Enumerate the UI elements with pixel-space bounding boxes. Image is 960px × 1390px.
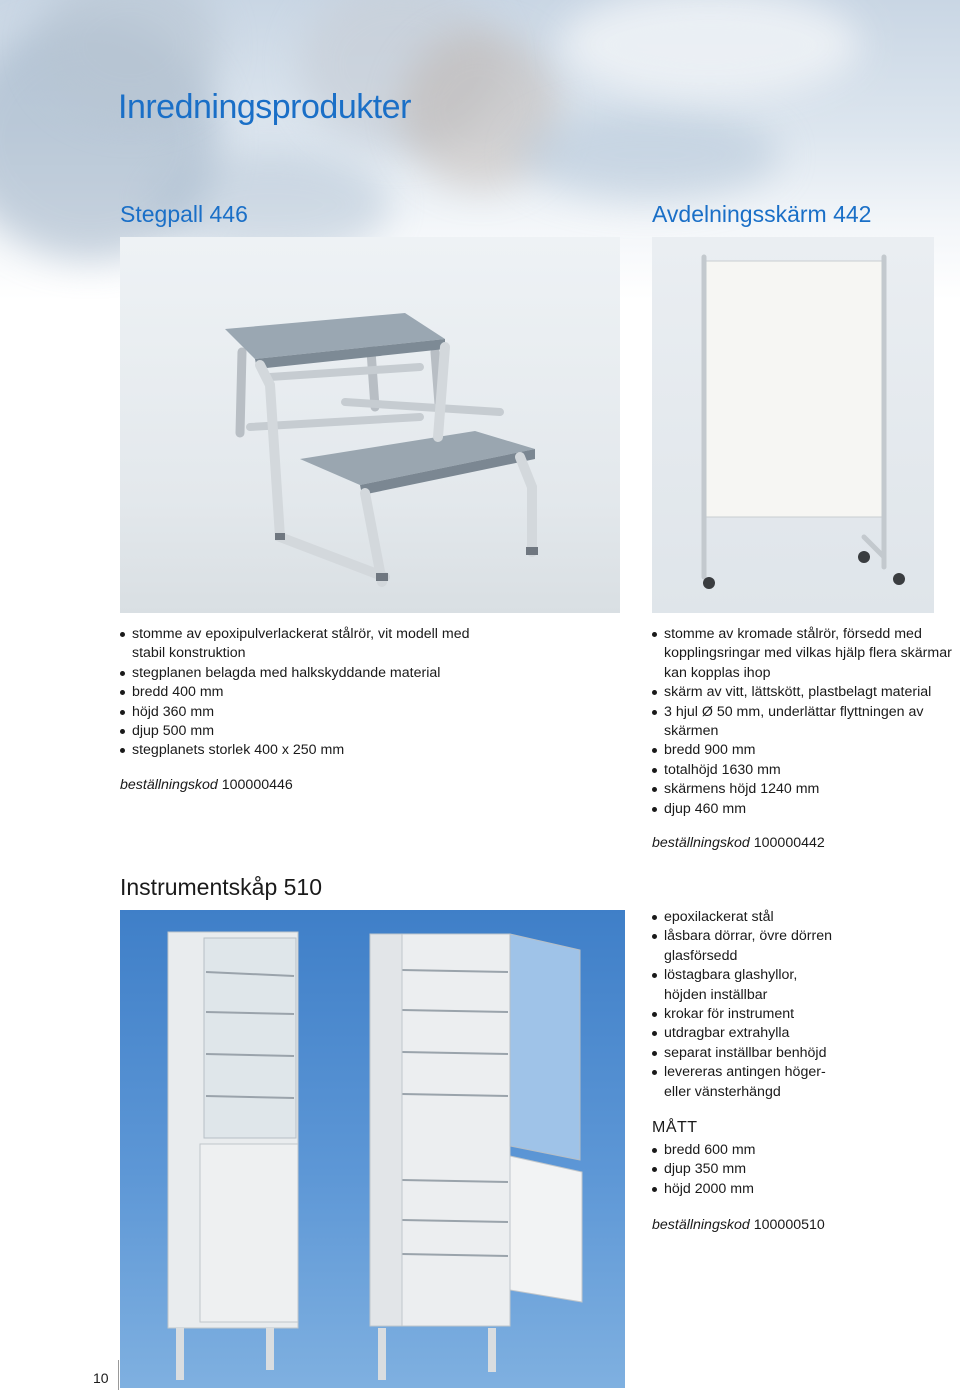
- stegpall-order-code: [120, 777, 293, 793]
- list-item: djup 500 mm: [120, 722, 480, 741]
- list-item: stomme av kromade stålrör, försedd med kopplingsringar med vilkas hjälp flera skärmar kan kopplas ihop: [652, 625, 960, 683]
- list-item: höjd 2000 mm: [652, 1180, 952, 1199]
- stegpall-heading: Stegpall 446: [120, 201, 248, 227]
- list-item: levereras antingen höger- eller vänsterhängd: [652, 1063, 836, 1102]
- list-item: separat inställbar benhöjd: [652, 1044, 952, 1063]
- skarm-feature-list: [652, 625, 960, 819]
- list-item: låsbara dörrar, övre dörren glasförsedd: [652, 927, 836, 966]
- stegpall-image: [120, 237, 620, 613]
- list-item: bredd 400 mm: [120, 683, 480, 702]
- skap-image: [120, 910, 625, 1388]
- list-item: skärmens höjd 1240 mm: [652, 780, 960, 799]
- list-item: epoxilackerat stål: [652, 908, 952, 927]
- list-item: stegplanen belagda med halkskyddande material: [120, 664, 480, 683]
- order-number: 100000510: [753, 1217, 825, 1233]
- order-number: 100000442: [753, 835, 825, 851]
- order-number: 100000446: [221, 777, 293, 793]
- list-item: utdragbar extrahylla: [652, 1024, 952, 1043]
- skap-heading: Instrumentskåp 510: [120, 874, 323, 900]
- skap-feature-list: [652, 908, 952, 1102]
- page-number-divider: [118, 1360, 119, 1390]
- skap-dimension-list: [652, 1141, 952, 1199]
- screen-illustration: [652, 237, 934, 613]
- order-label: beställningskod: [652, 835, 750, 851]
- list-item: djup 460 mm: [652, 800, 960, 819]
- list-item: krokar för instrument: [652, 1005, 952, 1024]
- list-item: höjd 360 mm: [120, 703, 480, 722]
- list-item: djup 350 mm: [652, 1160, 952, 1179]
- skap-order-code: [652, 1217, 825, 1233]
- skarm-image: [652, 237, 934, 613]
- list-item: totalhöjd 1630 mm: [652, 761, 960, 780]
- list-item: 3 hjul Ø 50 mm, underlättar flyttningen av skärmen: [652, 703, 960, 742]
- list-item: bredd 600 mm: [652, 1141, 952, 1160]
- stegpall-feature-list: [120, 625, 480, 761]
- list-item: skärm av vitt, lättskött, plastbelagt material: [652, 683, 960, 702]
- skarm-heading: Avdelningsskärm 442: [652, 201, 872, 227]
- page-title: Inredningsprodukter: [118, 88, 411, 126]
- cabinet-illustration: [120, 910, 625, 1388]
- skarm-order-code: [652, 835, 825, 851]
- list-item: löstagbara glashyllor, höjden inställbar: [652, 966, 836, 1005]
- list-item: bredd 900 mm: [652, 741, 960, 760]
- page-number: 10: [93, 1370, 109, 1386]
- step-stool-illustration: [120, 237, 620, 613]
- matt-heading: MÅTT: [652, 1119, 698, 1136]
- list-item: stegplanets storlek 400 x 250 mm: [120, 741, 480, 760]
- order-label: beställningskod: [120, 777, 218, 793]
- list-item: stomme av epoxipulverlackerat stålrör, vit modell med stabil konstruktion: [120, 625, 480, 664]
- order-label: beställningskod: [652, 1217, 750, 1233]
